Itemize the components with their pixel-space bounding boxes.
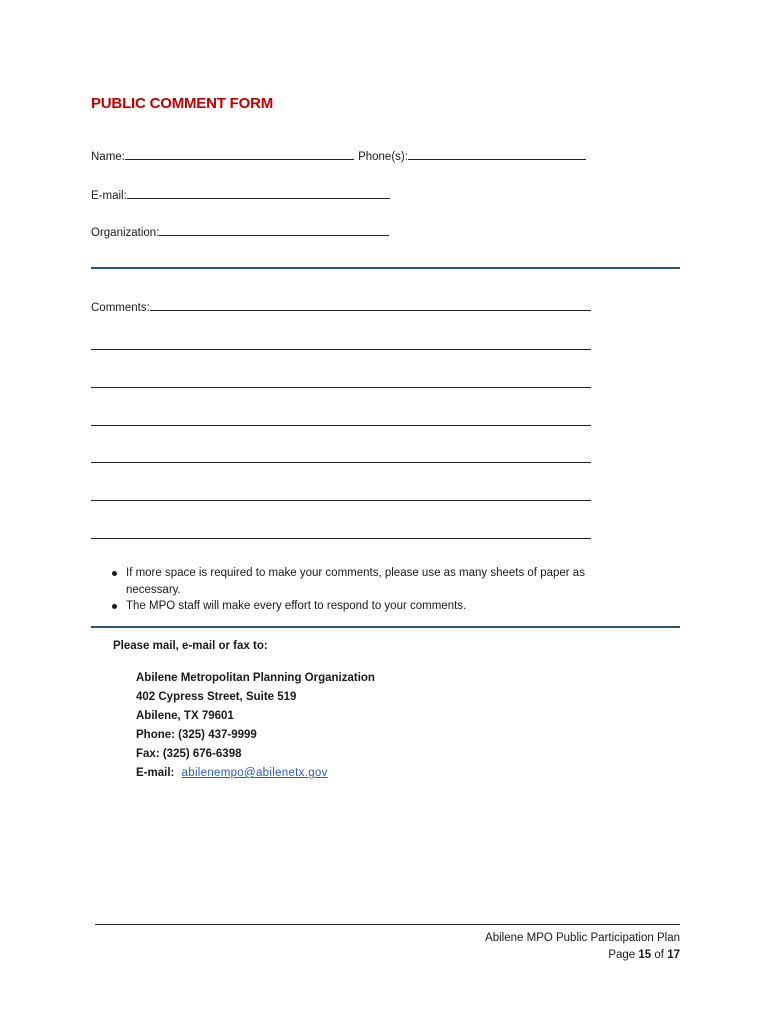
page-number: Page 15 of 17 <box>608 949 680 961</box>
list-item: If more space is required to make your comments, please use as many sheets of paper as necessary. <box>110 565 630 598</box>
comment-line[interactable] <box>91 349 591 350</box>
phone-input[interactable] <box>408 148 586 160</box>
email-link[interactable]: abilenempo@abilenetx.gov <box>181 767 328 779</box>
comments-label: Comments: <box>91 302 150 314</box>
phone-label: Phone(s): <box>358 151 408 163</box>
organization-field-row <box>91 224 389 239</box>
comments-input[interactable] <box>150 299 591 311</box>
notes-list <box>110 565 630 615</box>
page-footer <box>485 930 680 964</box>
email-line <box>136 764 375 783</box>
section-divider <box>91 267 680 269</box>
email-label: E-mail: <box>136 767 175 779</box>
comment-line[interactable] <box>91 500 591 501</box>
email-field-row <box>91 187 390 202</box>
list-item: The MPO staff will make every effort to respond to your comments. <box>110 598 630 615</box>
organization-label: Organization: <box>91 227 160 239</box>
name-field-row <box>91 148 586 163</box>
email-input[interactable] <box>127 187 390 199</box>
bullet-icon <box>112 604 117 609</box>
phone-number: Phone: (325) 437-9999 <box>136 729 257 741</box>
page-title: PUBLIC COMMENT FORM <box>91 95 274 112</box>
street-address: 402 Cypress Street, Suite 519 <box>136 691 297 703</box>
mail-heading: Please mail, e-mail or fax to: <box>113 640 268 652</box>
document-title: Abilene MPO Public Participation Plan <box>485 932 680 944</box>
organization-input[interactable] <box>159 224 389 236</box>
comment-line[interactable] <box>91 538 591 539</box>
comment-line[interactable] <box>91 462 591 463</box>
name-input[interactable] <box>125 148 354 160</box>
comments-field-row <box>91 299 591 314</box>
mailing-address <box>136 669 375 783</box>
city-state-zip: Abilene, TX 79601 <box>136 710 234 722</box>
bullet-icon <box>112 571 117 576</box>
email-label: E-mail: <box>91 190 127 202</box>
footer-divider <box>95 924 680 925</box>
org-name: Abilene Metropolitan Planning Organization <box>136 672 375 684</box>
comment-line[interactable] <box>91 387 591 388</box>
fax-number: Fax: (325) 676-6398 <box>136 748 242 760</box>
section-divider <box>91 626 680 628</box>
comment-line[interactable] <box>91 425 591 426</box>
name-label: Name: <box>91 151 125 163</box>
